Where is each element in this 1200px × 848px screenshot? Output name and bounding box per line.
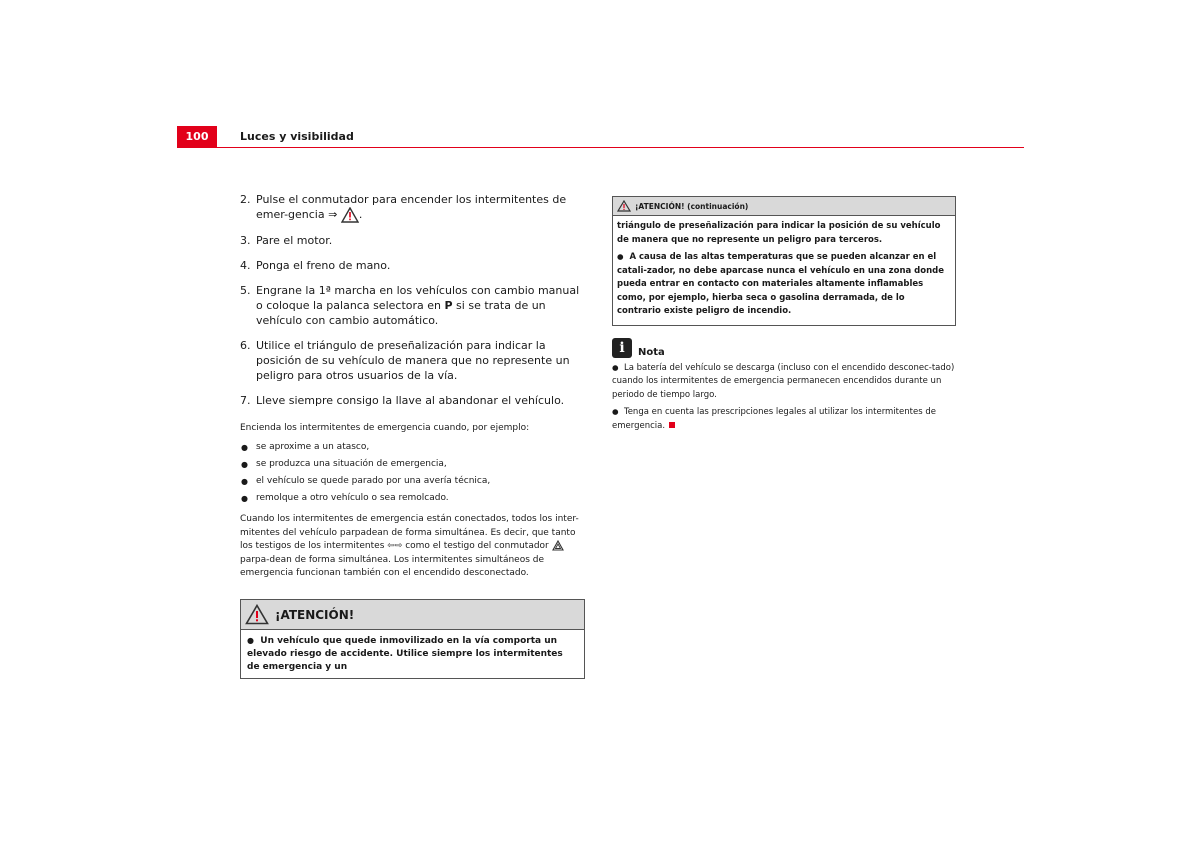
step-item	[240, 192, 585, 223]
note-title: Nota	[638, 346, 665, 358]
note-text: La batería del vehículo se descarga (incluso con el encendido desconec-tado) cuando los intermitentes de emergencia permanecen encendidos durante un periodo de tiempo largo.	[612, 362, 955, 400]
bullet-icon: ●	[617, 252, 624, 261]
warning-continuation-body	[613, 216, 955, 325]
note-header	[612, 338, 956, 358]
header-rule	[177, 147, 1024, 148]
step-item	[240, 283, 585, 328]
warning-continuation-title: ¡ATENCIÓN! (continuación)	[635, 201, 749, 211]
bullet-icon: ●	[247, 636, 254, 645]
step-number: 4.	[240, 259, 251, 272]
warning-text: Un vehículo que quede inmovilizado en la vía comporta un elevado riesgo de accidente. Utilice siempre los intermitentes de emergencia y un	[247, 636, 563, 672]
warning-body	[241, 630, 584, 678]
list-item-text: el vehículo se quede parado por una avería técnica,	[256, 476, 491, 486]
section-title: Luces y visibilidad	[240, 130, 354, 143]
step-item	[240, 393, 585, 408]
turn-signal-arrows-icon: ⇦⇨	[387, 541, 403, 551]
warning-continuation-box	[612, 196, 956, 326]
warning-header	[241, 600, 584, 630]
bullet-icon: ●	[612, 362, 619, 372]
steps-list	[240, 192, 585, 408]
bullet-icon: ●	[241, 460, 248, 469]
list-item-text: se aproxime a un atasco,	[256, 442, 370, 452]
step-text: Ponga el freno de mano.	[256, 259, 391, 272]
note-item	[612, 361, 956, 403]
step-item	[240, 233, 585, 248]
body-paragraph	[240, 513, 585, 581]
step-number: 2.	[240, 193, 251, 206]
bullet-list	[240, 441, 585, 505]
bullet-icon: ●	[612, 407, 619, 416]
left-column	[240, 192, 585, 581]
step-text: Pare el motor.	[256, 234, 333, 247]
step-number: 5.	[240, 284, 251, 297]
hazard-switch-icon	[552, 540, 564, 551]
step-number: 6.	[240, 339, 251, 352]
step-number: 3.	[240, 234, 251, 247]
note-text: Tenga en cuenta las prescripciones legales al utilizar los intermitentes de emergencia.	[612, 407, 936, 431]
page-header	[177, 126, 1024, 150]
bullet-icon: ●	[241, 477, 248, 486]
step-text-end: si se trata de un vehículo con cambio automático.	[256, 299, 546, 327]
info-icon: i	[612, 338, 632, 358]
list-item-text: se produzca una situación de emergencia,	[256, 459, 447, 469]
warning-continuation-header	[613, 197, 955, 216]
warning-triangle-icon	[341, 207, 359, 223]
step-item	[240, 258, 585, 273]
paragraph-text: como el testigo del conmutador	[402, 541, 552, 551]
step-text-end: .	[358, 208, 363, 221]
page-number: 100	[177, 126, 217, 148]
step-item	[240, 338, 585, 383]
step-text: Engrane la 1ª marcha en los vehículos con cambio manual o coloque la palanca selectora en	[256, 284, 580, 312]
list-item	[240, 475, 585, 488]
warning-triangle-icon	[245, 604, 269, 625]
note-body	[612, 361, 956, 434]
warning-text: triángulo de preseñalización para indicar la posición de su vehículo de manera que no represente un peligro para terceros.	[617, 221, 941, 245]
right-column	[612, 196, 956, 436]
paragraph-text: Cuando los intermitentes de emergencia están conectados, todos los inter-mitentes del vehículo parpadean de forma simultánea. Es decir, que tanto los testigos de los intermitentes	[240, 514, 579, 551]
bullet-icon: ●	[241, 494, 248, 503]
list-item	[240, 441, 585, 454]
note-item	[612, 405, 956, 433]
list-item	[240, 458, 585, 471]
warning-bullet	[617, 250, 951, 319]
step-text: Utilice el triángulo de preseñalización para indicar la posición de su vehículo de manera que no represente un peligro para otros usuarios de la vía.	[256, 339, 570, 382]
intro-text: Encienda los intermitentes de emergencia cuando, por ejemplo:	[240, 423, 530, 433]
step-text: Pulse el conmutador para encender los intermitentes de emer-gencia	[256, 193, 567, 221]
warning-box	[240, 599, 585, 679]
gear-letter: P	[444, 299, 453, 312]
reference-arrow: ⇒	[328, 208, 338, 221]
warning-title: ¡ATENCIÓN!	[275, 607, 355, 622]
end-of-section-marker	[669, 422, 675, 428]
list-item	[240, 492, 585, 505]
paragraph-text: parpa-dean de forma simultánea. Los intermitentes simultáneos de emergencia funcionan también con el encendido desconectado.	[240, 554, 545, 578]
warning-triangle-icon	[617, 200, 631, 212]
bullet-icon: ●	[241, 443, 248, 452]
step-number: 7.	[240, 394, 251, 407]
warning-text: A causa de las altas temperaturas que se pueden alcanzar en el catali-zador, no debe aparcase nunca el vehículo en una zona donde pueda entrar en contacto con materiales altamente inflamables como, por ejemplo, hierba seca o gasolina derramada, de lo contrario existe peligro de incendio.	[617, 252, 945, 316]
step-text: Lleve siempre consigo la llave al abandonar el vehículo.	[256, 394, 565, 407]
list-item-text: remolque a otro vehículo o sea remolcado.	[256, 493, 449, 503]
